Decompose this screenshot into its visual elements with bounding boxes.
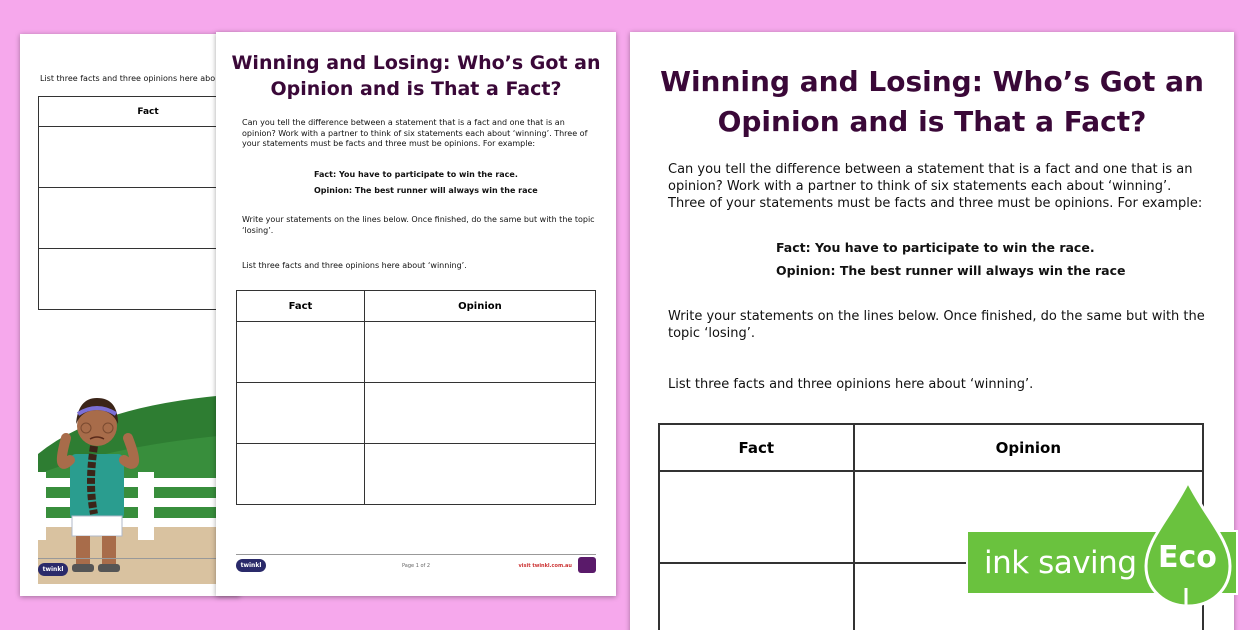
ink-saving-label: ink saving: [984, 545, 1137, 581]
list-prompt: List three facts and three opinions here abo: [40, 74, 216, 83]
worksheet-page-back: [20, 34, 240, 596]
table-cell: [237, 444, 365, 505]
quality-badge-icon: [578, 557, 596, 573]
table-cell: [364, 383, 595, 444]
page-number: Page 1 of 2: [402, 563, 431, 569]
table-cell: [237, 322, 365, 383]
opinion-header: Opinion: [854, 424, 1203, 471]
table-cell: [364, 322, 595, 383]
eco-label: Eco: [1158, 540, 1217, 575]
list-prompt: List three facts and three opinions here about ‘winning’.: [242, 261, 467, 270]
example-opinion: Opinion: The best runner will always win the race: [776, 263, 1126, 278]
opinion-header: Opinion: [364, 291, 595, 322]
example-fact: Fact: You have to participate to win the race.: [314, 170, 518, 179]
twinkl-logo: twinkl: [38, 563, 68, 576]
table-cell: [39, 127, 241, 188]
table-cell: [659, 471, 854, 563]
example-opinion: Opinion: The best runner will always win the race: [314, 186, 538, 195]
intro-paragraph: Can you tell the difference between a statement that is a fact and one that is an opinion? Work with a partner to think of six statements each about ‘winning’. Three of your statements must be facts and three must be opinions. For example:: [242, 118, 588, 148]
worksheet-title: Winning and Losing: Who’s Got an Opinion and is That a Fact?: [660, 65, 1204, 138]
table-cell: [39, 249, 241, 310]
footer-url: visit twinkl.com.au: [518, 563, 572, 569]
fact-opinion-table: [658, 423, 1204, 630]
instructions-paragraph: Write your statements on the lines below. Once finished, do the same but with the topic ‘losing’.: [668, 309, 1205, 341]
twinkl-logo: twinkl: [236, 559, 266, 572]
table-cell: [39, 188, 241, 249]
page-footer: [38, 558, 240, 578]
fact-header: Fact: [39, 97, 241, 127]
worksheet-title: Winning and Losing: Who’s Got an Opinion and is That a Fact?: [231, 52, 601, 100]
fact-table: [38, 96, 240, 310]
intro-paragraph: Can you tell the difference between a statement that is a fact and one that is an opinion? Work with a partner to think of six statements each about ‘winning’. Three of your statements must be facts and three must be opinions. For example:: [668, 162, 1203, 211]
example-fact: Fact: You have to participate to win the race.: [776, 240, 1095, 255]
table-cell: [659, 563, 854, 630]
table-cell: [364, 444, 595, 505]
instructions-paragraph: Write your statements on the lines below. Once finished, do the same but with the topic ‘losing’.: [242, 215, 595, 235]
fact-header: Fact: [237, 291, 365, 322]
fact-opinion-table: [236, 290, 596, 505]
worksheet-page-middle: [216, 32, 616, 596]
table-cell: [237, 383, 365, 444]
page-footer: [236, 554, 596, 576]
fact-header: Fact: [659, 424, 854, 471]
list-prompt: List three facts and three opinions here about ‘winning’.: [668, 377, 1034, 392]
sad-girl-illustration: [38, 384, 240, 584]
